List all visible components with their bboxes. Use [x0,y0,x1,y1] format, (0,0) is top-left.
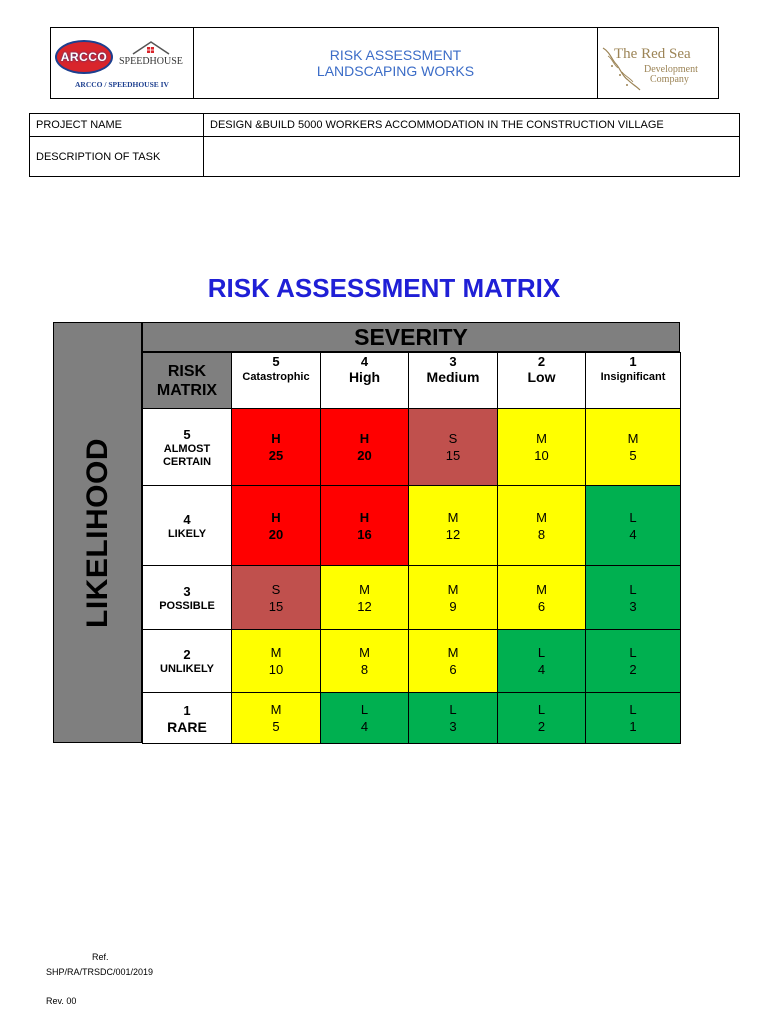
severity-header [497,352,586,409]
risk-level: L [537,645,546,660]
risk-cell [408,629,498,693]
risk-cell [320,692,409,744]
likelihood-number: 2 [183,647,191,662]
risk-matrix-corner [142,352,232,409]
risk-cell [320,629,409,693]
risk-level: L [629,509,637,525]
risk-score: 2 [629,662,637,677]
document-title-block [194,28,597,98]
risk-score: 15 [445,448,461,463]
risk-cell [408,692,498,744]
severity-number: 4 [360,354,369,369]
risk-level: M [536,581,547,597]
speedhouse-logo-text: SPEEDHOUSE [119,56,183,67]
risk-score: 6 [537,598,546,614]
severity-label: Insignificant [600,371,666,383]
risk-score: 8 [537,526,546,542]
client-logo-line3: Company [650,74,689,85]
risk-level: H [359,509,370,525]
risk-level: S [448,431,458,446]
likelihood-header [142,692,232,744]
task-description-label: DESCRIPTION OF TASK [30,137,204,177]
logo-caption: ARCCO / SPEEDHOUSE IV [75,80,169,89]
document-title: RISK ASSESSMENT [329,47,462,63]
likelihood-number: 1 [183,702,191,718]
risk-level: M [359,581,370,597]
likelihood-label: RARE [167,718,207,735]
risk-cell [408,485,498,566]
client-logo-block [597,28,718,98]
risk-level: M [270,702,282,717]
likelihood-label-line2: CERTAIN [162,455,212,468]
risk-level: M [536,509,547,525]
reference-label: Ref. [92,952,109,962]
severity-label: Medium [426,369,480,385]
task-description-value [204,137,740,177]
risk-score: 20 [268,526,284,542]
severity-number: 1 [629,354,637,369]
likelihood-label: ALMOST [163,442,211,455]
corner-label-line2: MATRIX [156,381,218,399]
severity-header [231,352,321,409]
risk-score: 20 [357,448,372,463]
risk-cell [585,408,681,486]
likelihood-label: UNLIKELY [160,663,214,675]
risk-level: L [629,702,637,717]
risk-cell [497,692,586,744]
risk-level: L [629,581,637,597]
risk-score: 6 [449,662,457,677]
risk-score: 3 [629,598,637,614]
project-name-value: DESIGN &BUILD 5000 WORKERS ACCOMMODATION IN THE CONSTRUCTION VILLAGE [204,114,740,137]
risk-cell [497,485,586,566]
risk-level: S [271,581,281,597]
risk-score: 8 [360,662,369,677]
risk-cell [408,408,498,486]
risk-cell [497,629,586,693]
risk-score: 5 [272,719,280,734]
risk-level: L [449,702,457,717]
risk-cell [497,565,586,630]
arcco-logo [55,40,113,74]
reference-number: SHP/RA/TRSDC/001/2019 [46,967,154,977]
contractor-logo-block [51,28,194,98]
risk-score: 16 [357,526,372,542]
risk-cell [231,629,321,693]
risk-score: 10 [534,448,549,463]
risk-score: 15 [268,598,284,614]
risk-cell [585,485,681,566]
severity-header [585,352,681,409]
risk-level: M [447,509,459,525]
risk-cell [231,408,321,486]
likelihood-header [142,629,232,693]
client-logo-line2: Development [644,64,698,75]
risk-cell [320,408,409,486]
risk-level: M [359,645,370,660]
risk-score: 3 [449,719,457,734]
risk-cell [585,692,681,744]
severity-number: 5 [272,354,280,369]
risk-cell [231,565,321,630]
risk-level: M [447,645,459,660]
risk-cell [497,408,586,486]
likelihood-header [142,408,232,486]
severity-label: High [348,369,381,385]
corner-label-line1: RISK [167,362,207,380]
likelihood-number: 3 [183,583,191,599]
risk-score: 2 [537,719,546,734]
document-header [50,27,719,99]
project-name-label: PROJECT NAME [30,114,204,137]
risk-cell [408,565,498,630]
likelihood-axis-label: LIKELIHOOD [80,437,114,628]
risk-level: L [629,645,637,660]
risk-cell [320,485,409,566]
risk-score: 5 [629,448,637,463]
risk-score: 4 [537,662,546,677]
revision-number: Rev. 00 [46,996,77,1006]
severity-label: Catastrophic [242,371,310,383]
likelihood-number: 4 [183,511,191,527]
arcco-logo-text: ARCCO [60,50,108,64]
matrix-title: RISK ASSESSMENT MATRIX [207,273,561,303]
project-info-table [29,113,740,177]
risk-cell [585,565,681,630]
likelihood-header [142,565,232,630]
risk-score: 12 [357,598,372,614]
likelihood-header [142,485,232,566]
risk-score: 25 [268,448,284,463]
likelihood-number: 5 [183,426,191,442]
risk-level: M [536,431,547,446]
risk-score: 1 [629,719,637,734]
risk-cell [320,565,409,630]
risk-level: M [627,431,639,446]
risk-level: H [271,509,281,525]
risk-cell [231,485,321,566]
severity-axis-label: SEVERITY [142,322,680,352]
document-subtitle: LANDSCAPING WORKS [316,63,475,79]
severity-header [408,352,498,409]
risk-score: 4 [360,719,369,734]
client-logo-title: The Red Sea [614,46,691,62]
risk-cell [585,629,681,693]
risk-level: H [359,431,370,446]
severity-header [320,352,409,409]
risk-score: 4 [629,526,637,542]
likelihood-label: LIKELY [167,527,207,540]
severity-label: Low [527,369,556,385]
task-description-row [30,137,740,177]
likelihood-label: POSSIBLE [159,599,215,612]
risk-score: 10 [268,662,284,677]
risk-level: M [270,645,282,660]
risk-level: L [360,702,369,717]
risk-level: L [537,702,546,717]
risk-score: 12 [445,526,461,542]
severity-number: 3 [449,354,457,369]
risk-score: 9 [449,598,457,614]
likelihood-axis-label-wrap [53,322,142,743]
risk-cell [231,692,321,744]
severity-number: 2 [537,354,546,369]
risk-level: H [271,431,281,446]
project-name-row [30,114,740,137]
risk-level: M [447,581,459,597]
